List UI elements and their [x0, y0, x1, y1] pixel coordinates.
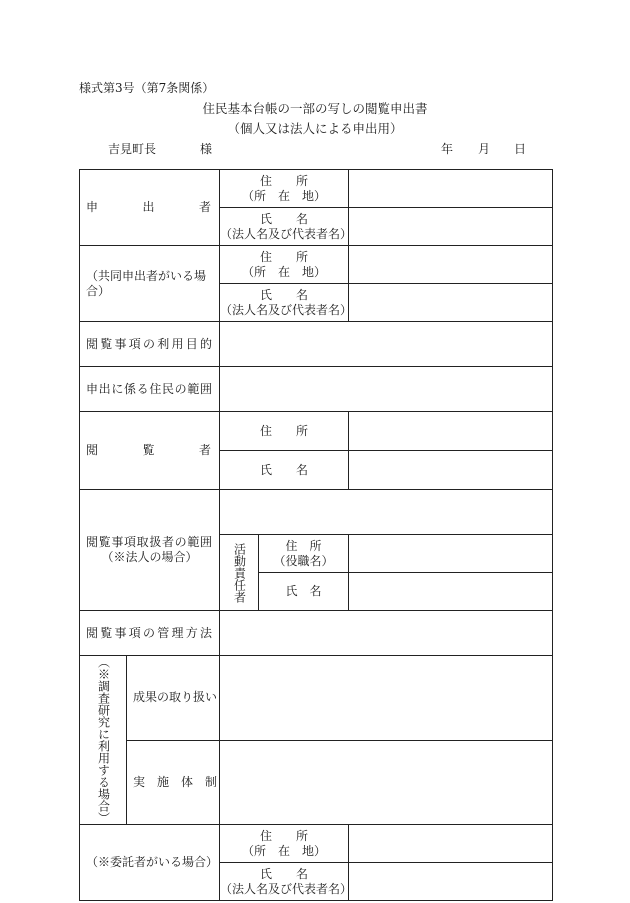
research-label [80, 656, 127, 825]
address-line1: 住 所 [260, 249, 309, 264]
name-line2: （法人名及び代表者名） [220, 881, 353, 896]
viewer-address-field[interactable] [349, 412, 553, 451]
responsible-address-label [259, 535, 349, 573]
scope-row [80, 367, 553, 412]
co-applicant-address-field[interactable] [349, 246, 553, 284]
handler-scope-title: 閲覧事項取扱者の範囲 [86, 535, 213, 549]
responsible-address-field[interactable] [349, 535, 553, 573]
co-applicant-address-row [80, 246, 553, 284]
handler-scope-note: （※法人の場合） [101, 550, 198, 564]
purpose-field[interactable] [220, 322, 553, 367]
contractor-label: （※委託者がいる場合） [80, 825, 220, 901]
scope-label: 申出に係る住民の範囲 [80, 367, 220, 412]
name-line1: 氏 名 [260, 866, 309, 881]
viewer-name-field[interactable] [349, 451, 553, 490]
results-handling-field[interactable] [220, 656, 553, 741]
handler-scope-label [80, 490, 220, 611]
application-form-table [79, 169, 553, 901]
scope-field[interactable] [220, 367, 553, 412]
responsible-name-field[interactable] [349, 573, 553, 611]
applicant-name-label [220, 208, 353, 246]
name-line2: （法人名及び代表者名） [220, 302, 353, 317]
contractor-address-row [80, 825, 553, 863]
address-line2: （所 在 地） [242, 843, 327, 858]
co-applicant-name-label [220, 284, 353, 322]
address-line2: （所 在 地） [242, 188, 327, 203]
name-line1: 氏 名 [260, 287, 309, 302]
research-label-text: （※調査研究に利用する場合） [96, 656, 111, 824]
viewer-address-label: 住 所 [220, 412, 349, 451]
co-applicant-label: （共同申出者がいる場合） [80, 246, 220, 322]
responsible-title-line: （役職名） [273, 553, 334, 568]
applicant-label: 申 出 者 [80, 170, 220, 246]
viewer-address-row [80, 412, 553, 451]
address-line2: （所 在 地） [242, 264, 327, 279]
co-applicant-name-field[interactable] [349, 284, 553, 322]
organization-field[interactable] [220, 740, 553, 825]
applicant-name-field[interactable] [349, 208, 553, 246]
document-subtitle: （個人又は法人による申出用） [227, 121, 403, 136]
contractor-name-field[interactable] [349, 863, 553, 901]
honorific: 様 [200, 142, 213, 156]
purpose-row [80, 322, 553, 367]
date-year-label: 年 [441, 142, 454, 156]
contractor-address-label [220, 825, 349, 863]
results-handling-label: 成果の取り扱い [127, 656, 220, 741]
contractor-name-label [220, 863, 353, 901]
management-field[interactable] [220, 611, 553, 656]
date-month-label: 月 [478, 142, 491, 156]
addressee: 吉見町長 [108, 142, 157, 156]
results-handling-row [80, 656, 553, 741]
applicant-address-label [220, 170, 349, 208]
handler-scope-row [80, 490, 553, 535]
responsible-address-line1: 住 所 [285, 538, 322, 553]
viewer-label: 閲 覧 者 [80, 412, 220, 490]
responsible-person-text: 活動責任者 [232, 542, 247, 603]
purpose-label: 閲覧事項の利用目的 [80, 322, 220, 367]
organization-row [80, 740, 553, 825]
co-applicant-address-label [220, 246, 349, 284]
management-label: 閲覧事項の管理方法 [80, 611, 220, 656]
name-line1: 氏 名 [260, 211, 309, 226]
viewer-name-label: 氏 名 [220, 451, 349, 490]
contractor-address-field[interactable] [349, 825, 553, 863]
management-row [80, 611, 553, 656]
responsible-name-label: 氏 名 [259, 573, 349, 611]
responsible-person-label [220, 535, 259, 611]
applicant-address-row [80, 170, 553, 208]
handler-scope-field[interactable] [220, 490, 553, 535]
address-line1: 住 所 [260, 173, 309, 188]
organization-label: 実 施 体 制 [127, 740, 220, 825]
date-day-label: 日 [514, 142, 527, 156]
name-line2: （法人名及び代表者名） [220, 226, 353, 241]
form-number: 様式第3号（第7条関係） [79, 81, 215, 95]
applicant-address-field[interactable] [349, 170, 553, 208]
document-title: 住民基本台帳の一部の写しの閲覧申出書 [202, 101, 428, 116]
address-line1: 住 所 [260, 828, 309, 843]
